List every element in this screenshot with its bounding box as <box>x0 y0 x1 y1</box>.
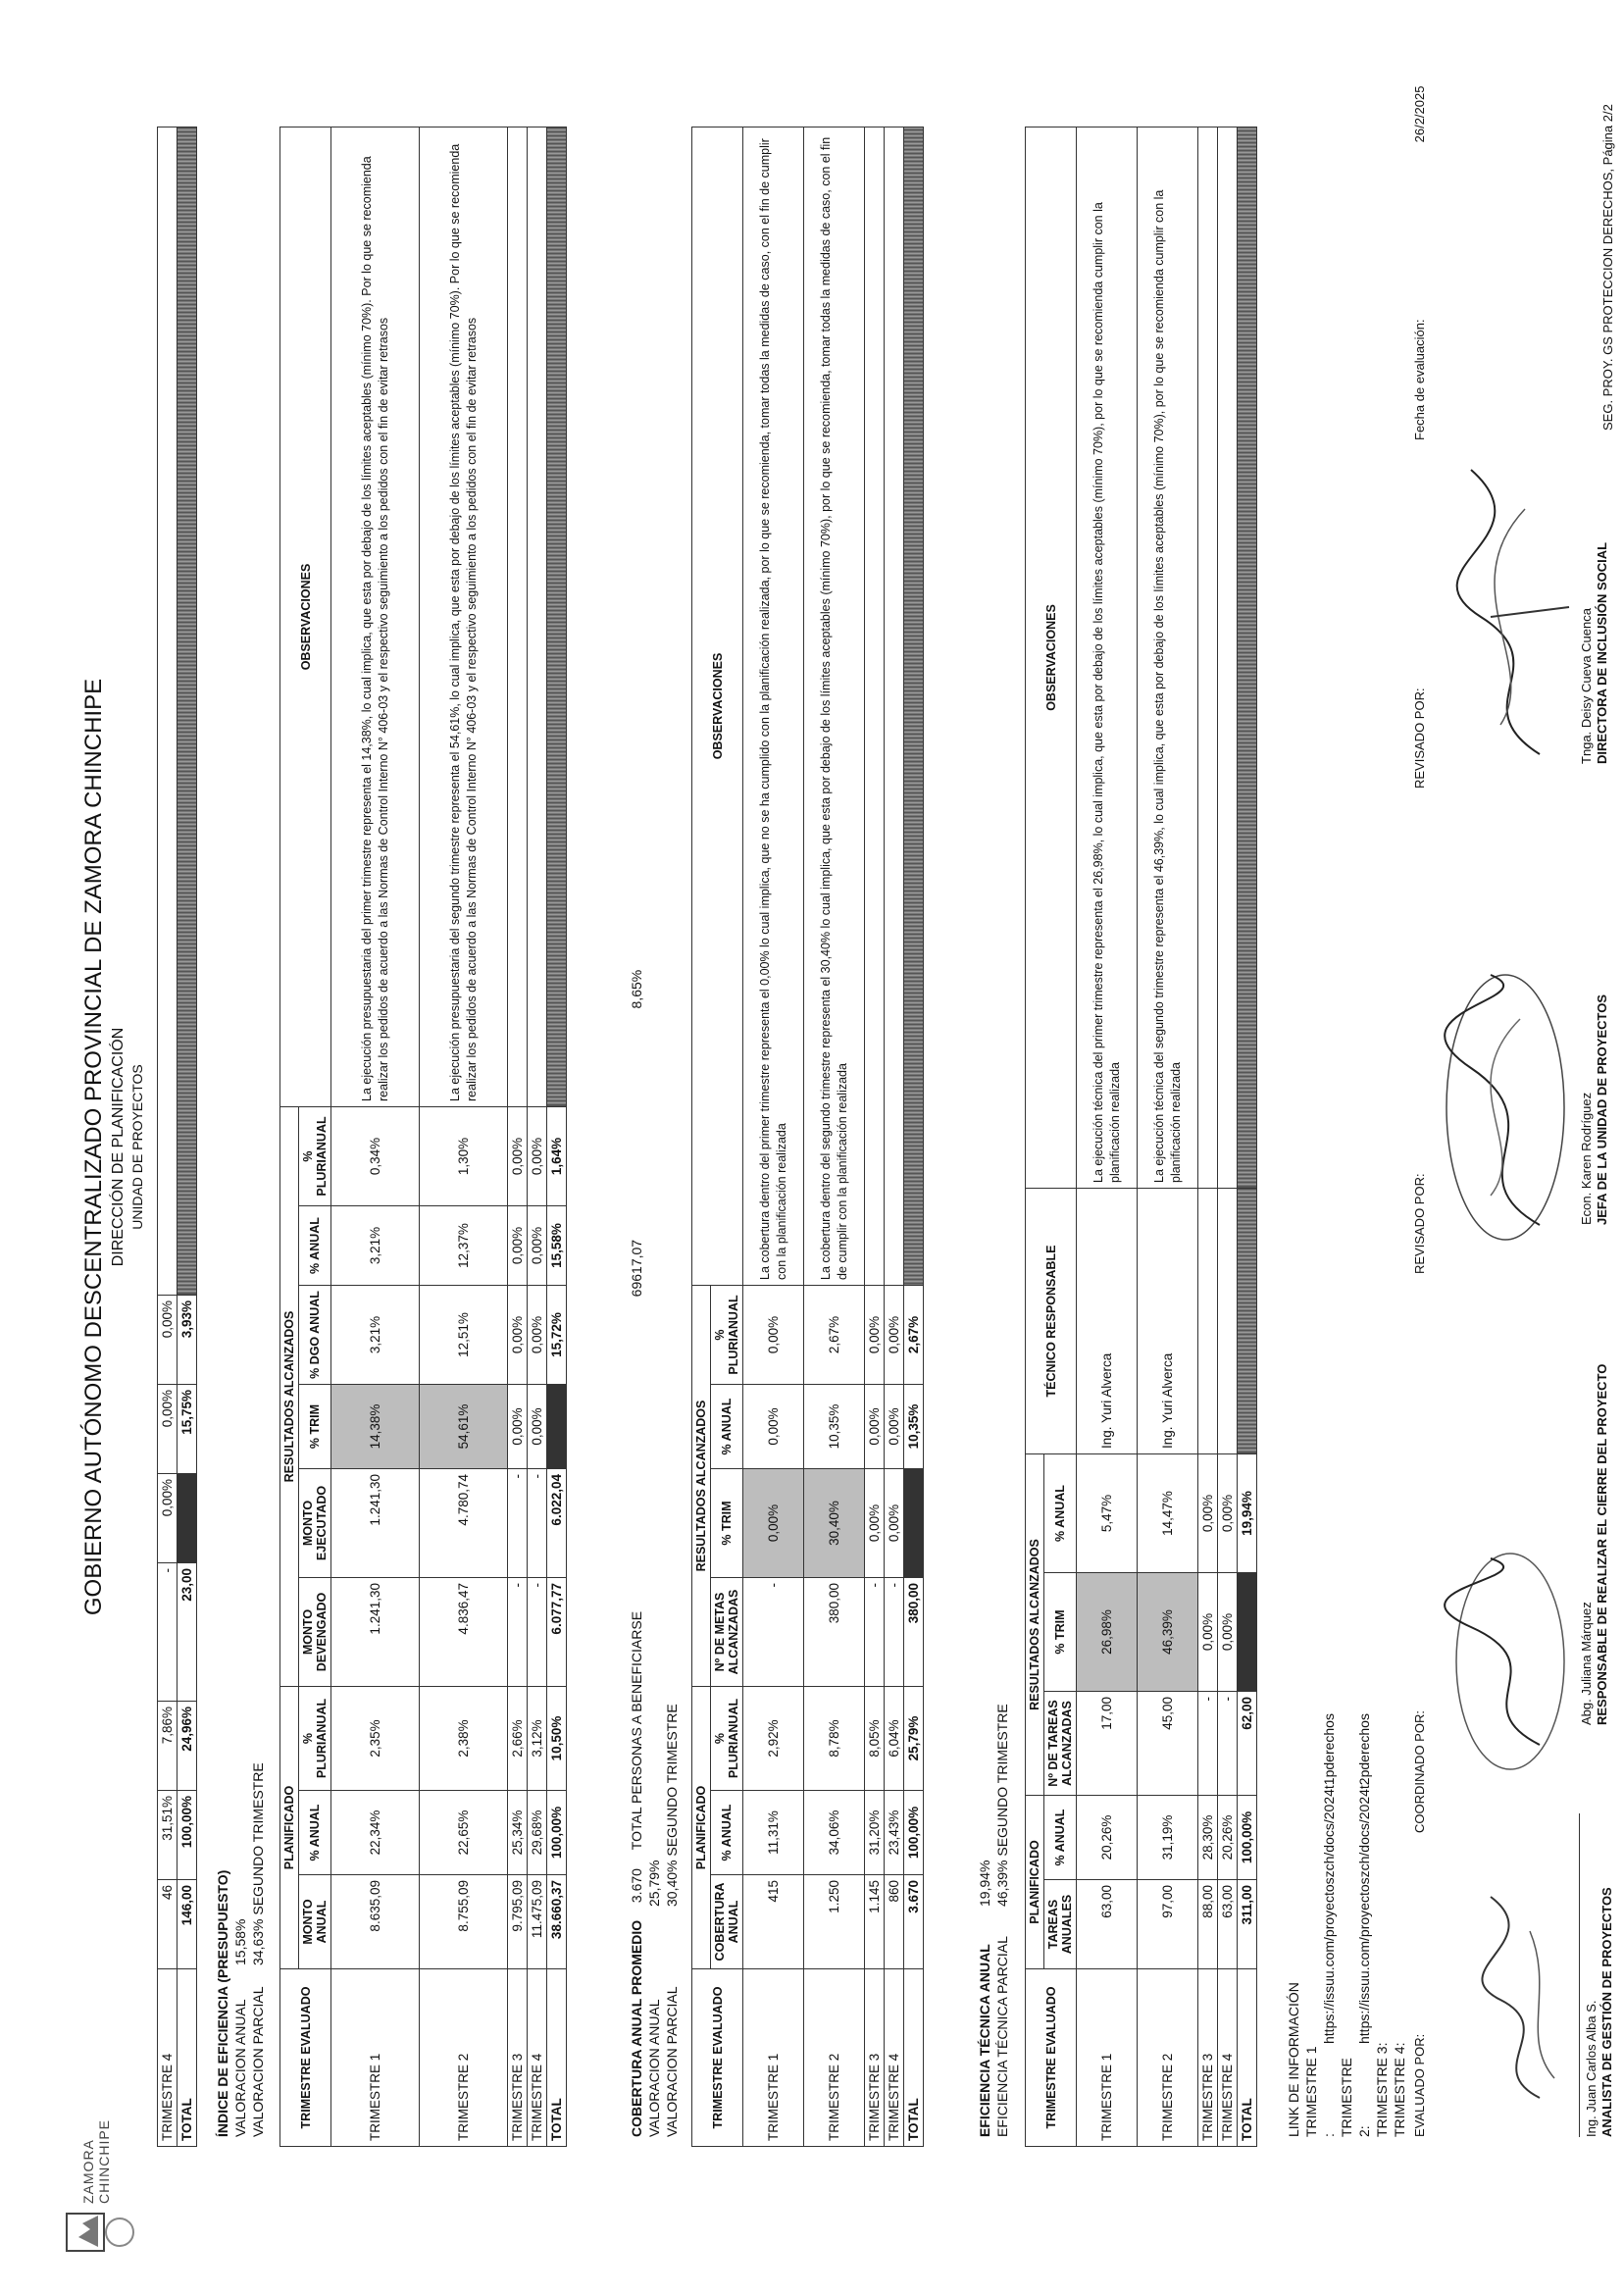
revisado2-signature <box>1579 542 1610 764</box>
coordinado-label: COORDINADO POR: <box>1412 1710 1427 1833</box>
tecnico-cell <box>1218 1189 1238 1454</box>
table-row <box>528 127 547 2147</box>
column-header: MONTO DEVENGADO <box>299 1578 331 1687</box>
table-header-row <box>1026 127 1044 2147</box>
cell: 38.660,37 <box>547 1875 567 1969</box>
cell: 0,00% <box>885 1286 904 1385</box>
column-header: OBSERVACIONES <box>1026 127 1077 1189</box>
row-label: TRIMESTRE 2 <box>1138 1969 1198 2147</box>
observation-cell <box>528 127 547 1107</box>
cell: 5,47% <box>1077 1454 1138 1573</box>
cell: - <box>885 1578 904 1687</box>
observation-cell: La ejecución presupuestaria del primer trimestre representa el 14,38%, lo cual implica, que esta por debajo de los límites aceptables (mínimo 70%). Por lo que se recomienda realizar los pedidos de acuerdo a las Normas de Control Interno N° 406-03 y el respectivo seguimiento a los pedidos con el fin de evitar retrasos <box>331 127 420 1107</box>
table-header-row <box>692 127 711 2147</box>
row-label: TRIMESTRE 4 <box>158 1969 178 2147</box>
column-header: % ANUAL <box>711 1385 743 1469</box>
cell: 1.145 <box>865 1875 885 1969</box>
coverage-table-block <box>691 127 924 2147</box>
cell: 10,50% <box>547 1687 567 1791</box>
signature-revisado2 <box>1432 440 1579 764</box>
cell: 2,92% <box>743 1687 804 1791</box>
tecnico-cell: Ing. Yuri Alverca <box>1138 1189 1198 1454</box>
efic-tec-anual-value: 19,94% <box>977 1860 992 1907</box>
evaluado-label: EVALUADO POR: <box>1412 2033 1427 2137</box>
tecnico-cell <box>1198 1189 1218 1454</box>
table-row <box>1138 127 1198 2147</box>
document-title: GOBIERNO AUTÓNOMO DESCENTRALIZADO PROVINCIAL DE ZAMORA CHINCHIPE <box>80 678 107 1616</box>
row-label: TOTAL <box>547 1969 567 2147</box>
observation-cell: La ejecución técnica del segundo trimestre representa el 46,39%, lo cual implica, que esta por debajo de los límites aceptables (mínimo 70%), por lo que se recomienda cumplir con la planificación realizada <box>1138 127 1198 1189</box>
fecha-value: 26/2/2025 <box>1412 85 1427 143</box>
cell: 15,75% <box>178 1385 197 1474</box>
table-row-total <box>904 127 924 2147</box>
cell: 0,00% <box>508 1107 528 1206</box>
document-unit: UNIDAD DE PROYECTOS <box>129 1064 145 1230</box>
row-label: TRIMESTRE 1 <box>1077 1969 1138 2147</box>
eficiencia-parcial-value: 34,63% SEGUNDO TRIMESTRE <box>250 1762 266 1965</box>
cell: - <box>158 1563 178 1702</box>
cell: - <box>508 1578 528 1687</box>
observation-cell: La cobertura dentro del segundo trimestre representa el 30,40% lo cual implica, que esta por debajo de los límites aceptables (mínimo 70%), por lo que se recomienda, tomar todas la medidas de caso, con el fin de cumplir con la planificación realizada <box>804 127 865 1286</box>
cell: 0,00% <box>528 1385 547 1469</box>
coordinado-name: Abg. Juliana Márquez <box>1579 1602 1594 1725</box>
column-header: % ANUAL <box>711 1791 743 1875</box>
cell <box>904 127 924 1286</box>
cell: 6,04% <box>885 1687 904 1791</box>
cell: 0,00% <box>885 1385 904 1469</box>
column-header: MONTO ANUAL <box>299 1875 331 1969</box>
cell: 25,79% <box>904 1687 924 1791</box>
efic-tec-parcial-value: 46,39% SEGUNDO TRIMESTRE <box>994 1704 1010 1907</box>
fecha-label: Fecha de evaluación: <box>1412 319 1427 440</box>
column-header: % ANUAL <box>1044 1454 1077 1573</box>
revisado2-name: Tnga. Deisy Cueva Cuenca <box>1579 608 1594 764</box>
eficiencia-anual-value: 15,58% <box>232 1918 248 1965</box>
column-header: % ANUAL <box>299 1791 331 1875</box>
cell: 415 <box>743 1875 804 1969</box>
coverage-table <box>691 127 924 2147</box>
group-header-resultados: RESULTADOS ALCANZADOS <box>692 1286 711 1687</box>
row-label: TRIMESTRE 3 <box>1198 1969 1218 2147</box>
cell <box>1238 1189 1257 1454</box>
row-label: TOTAL <box>178 1969 197 2147</box>
cell: 22,65% <box>420 1791 508 1875</box>
observation-cell: La cobertura dentro del primer trimestre representa el 0,00% lo cual implica, que no se ha cumplido con la planificación realizada, por lo que se recomienda, tomar todas la medidas de caso, con el fin de cumplir con la planificación realizada <box>743 127 804 1286</box>
row-label: TRIMESTRE 1 <box>743 1969 804 2147</box>
cell: 28,30% <box>1198 1796 1218 1880</box>
table-row <box>885 127 904 2147</box>
revisado1-name: Econ. Karen Rodríguez <box>1579 1092 1594 1225</box>
cobertura-promedio-value: 3.670 <box>629 1868 644 1904</box>
column-header: Nº DE TAREAS ALCANZADAS <box>1044 1692 1077 1796</box>
document-subtitle: DIRECCIÓN DE PLANIFICACIÓN <box>110 1027 127 1267</box>
column-header: TÉCNICO RESPONSABLE <box>1026 1189 1077 1454</box>
cell: 26,98% <box>1077 1573 1138 1692</box>
evaluado-role: ANALISTA DE GESTIÓN DE PROYECTOS <box>1599 1887 1614 2137</box>
logo-text: ZAMORA CHINCHIPE <box>80 2118 112 2204</box>
table-row <box>1198 127 1218 2147</box>
beneficiarios-value: 69617,07 <box>629 1239 644 1298</box>
tech-table-block <box>1025 127 1257 2147</box>
cell: - <box>1218 1692 1238 1796</box>
cell: 3,12% <box>528 1687 547 1791</box>
cell: 0,00% <box>1218 1573 1238 1692</box>
signature-evaluado <box>1461 1882 1569 2108</box>
group-header-resultados: RESULTADOS ALCANZADOS <box>1026 1454 1044 1796</box>
column-header: TRIMESTRE EVALUADO <box>692 1969 743 2147</box>
cell: 380,00 <box>804 1578 865 1687</box>
cell: - <box>865 1578 885 1687</box>
cell: 3,21% <box>331 1286 420 1385</box>
group-header-planificado: PLANIFICADO <box>692 1687 711 1969</box>
cell: 12,37% <box>420 1206 508 1286</box>
cell: 0,00% <box>865 1286 885 1385</box>
row-label: TRIMESTRE 2 <box>804 1969 865 2147</box>
tech-table <box>1025 127 1257 2147</box>
table-row-total <box>1238 127 1257 2147</box>
cobertura-parcial-label: VALORACION PARCIAL <box>664 1986 680 2137</box>
cobertura-parcial-value: 30,40% SEGUNDO TRIMESTRE <box>664 1704 680 1907</box>
cell: 1.241,30 <box>331 1469 420 1578</box>
cell: 1,64% <box>547 1107 567 1206</box>
coordinado-role: RESPONSABLE DE REALIZAR EL CIERRE DEL PROYECTO <box>1595 1363 1609 1725</box>
cell: 23,43% <box>885 1791 904 1875</box>
cell: 2,38% <box>420 1687 508 1791</box>
cell: 0,00% <box>528 1107 547 1206</box>
cell: 0,00% <box>528 1286 547 1385</box>
cell: - <box>528 1469 547 1578</box>
column-header: % TRIM <box>1044 1573 1077 1692</box>
cell: - <box>508 1469 528 1578</box>
column-header: TRIMESTRE EVALUADO <box>280 1969 331 2147</box>
column-header: % PLURIANUAL <box>299 1687 331 1791</box>
table-row <box>420 127 508 2147</box>
cell: 0,00% <box>885 1469 904 1578</box>
table-row <box>1218 127 1238 2147</box>
cell: 31,51% <box>158 1791 178 1880</box>
cell <box>547 1385 567 1469</box>
column-header: % TRIM <box>711 1469 743 1578</box>
row-label: TRIMESTRE 3 <box>865 1969 885 2147</box>
column-header: % PLURIANUAL <box>711 1687 743 1791</box>
group-header-planificado: PLANIFICADO <box>1026 1796 1044 1969</box>
cell: 0,34% <box>331 1107 420 1206</box>
cell: 8,78% <box>804 1687 865 1791</box>
cell: 4.836,47 <box>420 1578 508 1687</box>
fecha-block <box>1412 86 1428 440</box>
table-row <box>331 127 420 2147</box>
cell: 311,00 <box>1238 1880 1257 1969</box>
cell: 45,00 <box>1138 1692 1198 1796</box>
cell: 29,68% <box>528 1791 547 1875</box>
table-row <box>508 127 528 2147</box>
cell: 11,31% <box>743 1791 804 1875</box>
cell: 46 <box>158 1880 178 1969</box>
cell: 24,96% <box>178 1702 197 1791</box>
link-t1-label: TRIMESTRE 1 : <box>1303 2046 1337 2137</box>
cell: 0,00% <box>528 1206 547 1286</box>
table-row <box>158 127 178 2147</box>
cell: 8.635,09 <box>331 1875 420 1969</box>
cell <box>178 127 197 1296</box>
cell: 10,35% <box>904 1385 924 1469</box>
eficiencia-block <box>214 1762 267 2137</box>
cell: 6.022,04 <box>547 1469 567 1578</box>
revisado1-label: REVISADO POR: <box>1412 1173 1427 1274</box>
cell: 34,06% <box>804 1791 865 1875</box>
column-header: % PLURIANUAL <box>299 1107 331 1206</box>
links-title: LINK DE INFORMACIÓN <box>1286 1982 1301 2137</box>
cell: 0,00% <box>508 1286 528 1385</box>
row-label: TRIMESTRE 4 <box>885 1969 904 2147</box>
cell: 10,35% <box>804 1385 865 1469</box>
row-label: TRIMESTRE 1 <box>331 1969 420 2147</box>
cell: 3,93% <box>178 1296 197 1385</box>
cell: 0,00% <box>743 1469 804 1578</box>
cell: 0,00% <box>158 1296 178 1385</box>
observation-cell <box>1198 127 1218 1189</box>
group-header-planificado: PLANIFICADO <box>280 1687 299 1969</box>
row-label: TRIMESTRE 4 <box>528 1969 547 2147</box>
signature-coordinado <box>1442 1539 1579 1784</box>
coordinado-signature <box>1579 1364 1610 1725</box>
observation-cell: La ejecución presupuestaria del segundo trimestre representa el 54,61%, lo cual implica, que esta por debajo de los límites aceptables (mínimo 70%). Por lo que se recomienda realizar los pedidos de acuerdo a las Normas de Control Interno N° 406-03 y el respectivo seguimiento a los pedidos con el fin de evitar retrasos <box>420 127 508 1107</box>
top-table <box>157 127 197 2147</box>
budget-table-block <box>279 127 567 2147</box>
cell <box>1238 127 1257 1189</box>
page-footer: SEG. PROY. GS PROTECCION DERECHOS, Página 2/2 <box>1600 104 1615 431</box>
cell: 31,19% <box>1138 1796 1198 1880</box>
top-table-block <box>157 127 197 2147</box>
cell: 6.077,77 <box>547 1578 567 1687</box>
cell: 3,21% <box>331 1206 420 1286</box>
tecnico-cell: Ing. Yuri Alverca <box>1077 1189 1138 1454</box>
efic-tec-anual-label: EFICIENCIA TÉCNICA ANUAL <box>977 1944 992 2137</box>
observation-cell <box>865 127 885 1286</box>
link-t1-url[interactable]: https://issuu.com/proyectoszch/docs/2024t1pderechos <box>1321 1713 1337 2044</box>
table-row-total <box>547 127 567 2147</box>
cell <box>547 127 567 1107</box>
beneficiarios-label: TOTAL PERSONAS A BENEFICIARSE <box>629 1610 644 1851</box>
cell: 146,00 <box>178 1880 197 1969</box>
column-header: % PLURIANUAL <box>711 1286 743 1385</box>
cell: 0,00% <box>1218 1454 1238 1573</box>
cell: 100,00% <box>178 1791 197 1880</box>
cell: 1.250 <box>804 1875 865 1969</box>
cell: 0,00% <box>865 1385 885 1469</box>
column-header: % ANUAL <box>299 1206 331 1286</box>
cell: 100,00% <box>1238 1796 1257 1880</box>
cell: 8,05% <box>865 1687 885 1791</box>
observation-cell <box>508 127 528 1107</box>
evaluado-name: Ing. Juan Carlos Alba S. <box>1584 2000 1599 2137</box>
table-row <box>178 127 197 2147</box>
link-t4-label: TRIMESTRE 4: <box>1392 2042 1407 2137</box>
row-label: TRIMESTRE 4 <box>1218 1969 1238 2147</box>
cell: 22,34% <box>331 1791 420 1875</box>
cell: 0,00% <box>743 1286 804 1385</box>
cell: 860 <box>885 1875 904 1969</box>
cobertura-promedio-label: COBERTURA ANUAL PROMEDIO <box>629 1919 644 2137</box>
efic-tec-parcial-label: EFICIENCIA TÉCNICA PARCIAL <box>994 1936 1010 2137</box>
row-label: TRIMESTRE 2 <box>420 1969 508 2147</box>
table-row <box>804 127 865 2147</box>
cell <box>904 1469 924 1578</box>
cell: 15,72% <box>547 1286 567 1385</box>
column-header: COBERTURA ANUAL <box>711 1875 743 1969</box>
eficiencia-parcial-label: VALORACION PARCIAL <box>250 1986 266 2137</box>
cell: 54,61% <box>420 1385 508 1469</box>
cell: 25,34% <box>508 1791 528 1875</box>
links-block <box>1285 1713 1408 2137</box>
link-t2-label: TRIMESTRE 2: <box>1339 2058 1372 2137</box>
table-row <box>865 127 885 2147</box>
cell: 2,66% <box>508 1687 528 1791</box>
cell: 8.755,09 <box>420 1875 508 1969</box>
cobertura-anual-value: 25,79% <box>646 1860 662 1907</box>
link-t3-label: TRIMESTRE 3: <box>1374 2042 1390 2137</box>
cell: 20,26% <box>1077 1796 1138 1880</box>
cell: 12,51% <box>420 1286 508 1385</box>
cell: 380,00 <box>904 1578 924 1687</box>
cell: 97,00 <box>1138 1880 1198 1969</box>
table-row <box>743 127 804 2147</box>
cell: 0,00% <box>158 1385 178 1474</box>
observation-cell: La ejecución técnica del primer trimestre representa el 26,98%, lo cual implica, que esta por debajo de los límites aceptables (mínimo 70%), por lo que se recomienda cumplir con la planificación realizada <box>1077 127 1138 1189</box>
cell: 2,67% <box>804 1286 865 1385</box>
cell <box>1238 1573 1257 1692</box>
column-header: OBSERVACIONES <box>692 127 743 1286</box>
cell: 0,00% <box>508 1206 528 1286</box>
revisado2-role: DIRECTORA DE INCLUSIÓN SOCIAL <box>1595 541 1609 764</box>
cell: - <box>1198 1692 1218 1796</box>
row-label: TOTAL <box>1238 1969 1257 2147</box>
observation-cell <box>1218 127 1238 1189</box>
cell: 17,00 <box>1077 1692 1138 1796</box>
cell: - <box>743 1578 804 1687</box>
revisado1-signature <box>1579 994 1610 1225</box>
cell: 3.670 <box>904 1875 924 1969</box>
cobertura-anual-label: VALORACION ANUAL <box>646 1999 662 2137</box>
signature-revisado1 <box>1432 960 1579 1254</box>
cell: 0,00% <box>508 1385 528 1469</box>
cell: 1,30% <box>420 1107 508 1206</box>
table-header-row <box>280 127 299 2147</box>
row-label: TRIMESTRE 3 <box>508 1969 528 2147</box>
cell: 2,67% <box>904 1286 924 1385</box>
budget-table <box>279 127 567 2147</box>
cell <box>178 1474 197 1563</box>
cell: 2,35% <box>331 1687 420 1791</box>
cell: 62,00 <box>1238 1692 1257 1796</box>
cell: 1.241,30 <box>331 1578 420 1687</box>
cell: - <box>528 1578 547 1687</box>
cell: 7,86% <box>158 1702 178 1791</box>
cell: 11.475,09 <box>528 1875 547 1969</box>
beneficiarios-pct: 8,65% <box>629 969 644 1009</box>
column-header: TAREAS ANUALES <box>1044 1880 1077 1969</box>
link-t2-url[interactable]: https://issuu.com/proyectoszch/docs/2024t2pderechos <box>1356 1713 1372 2044</box>
cell: 100,00% <box>904 1791 924 1875</box>
table-row <box>1077 127 1138 2147</box>
cell: 31,20% <box>865 1791 885 1875</box>
cell: 0,00% <box>1198 1573 1218 1692</box>
cell: 19,94% <box>1238 1454 1257 1573</box>
cell: 46,39% <box>1138 1573 1198 1692</box>
cell: 0,00% <box>1198 1454 1218 1573</box>
cell: 63,00 <box>1077 1880 1138 1969</box>
column-header: % TRIM <box>299 1385 331 1469</box>
cell <box>158 127 178 1296</box>
cell: 4.780,74 <box>420 1469 508 1578</box>
row-label: TOTAL <box>904 1969 924 2147</box>
cell: 0,00% <box>865 1469 885 1578</box>
cobertura-block <box>628 970 681 2137</box>
column-header: MONTO EJECUTADO <box>299 1469 331 1578</box>
column-header: % ANUAL <box>1044 1796 1077 1880</box>
cell: 20,26% <box>1218 1796 1238 1880</box>
cell: 30,40% <box>804 1469 865 1578</box>
eficiencia-tecnica-block <box>976 1704 1011 2137</box>
group-header-resultados: RESULTADOS ALCANZADOS <box>280 1107 299 1687</box>
column-header: TRIMESTRE EVALUADO <box>1026 1969 1077 2147</box>
cell: 23,00 <box>178 1563 197 1702</box>
evaluado-signature <box>1579 1813 1615 2137</box>
cell: 63,00 <box>1218 1880 1238 1969</box>
eficiencia-anual-label: VALORACION ANUAL <box>232 1999 248 2137</box>
column-header: % DGO ANUAL <box>299 1286 331 1385</box>
column-header: OBSERVACIONES <box>280 127 331 1107</box>
observation-cell <box>885 127 904 1286</box>
revisado2-label: REVISADO POR: <box>1412 688 1427 789</box>
cell: 14,47% <box>1138 1454 1198 1573</box>
revisado1-role: JEFA DE LA UNIDAD DE PROYECTOS <box>1595 994 1609 1225</box>
cell: 88,00 <box>1198 1880 1218 1969</box>
cell: 0,00% <box>743 1385 804 1469</box>
cell: 14,38% <box>331 1385 420 1469</box>
cell: 0,00% <box>158 1474 178 1563</box>
cell: 100,00% <box>547 1791 567 1875</box>
cell: 15,58% <box>547 1206 567 1286</box>
column-header: Nº DE METAS ALCANZADAS <box>711 1578 743 1687</box>
eficiencia-title: ÍNDICE DE EFICIENCIA (PRESUPUESTO) <box>215 1869 230 2137</box>
cell: 9.795,09 <box>508 1875 528 1969</box>
